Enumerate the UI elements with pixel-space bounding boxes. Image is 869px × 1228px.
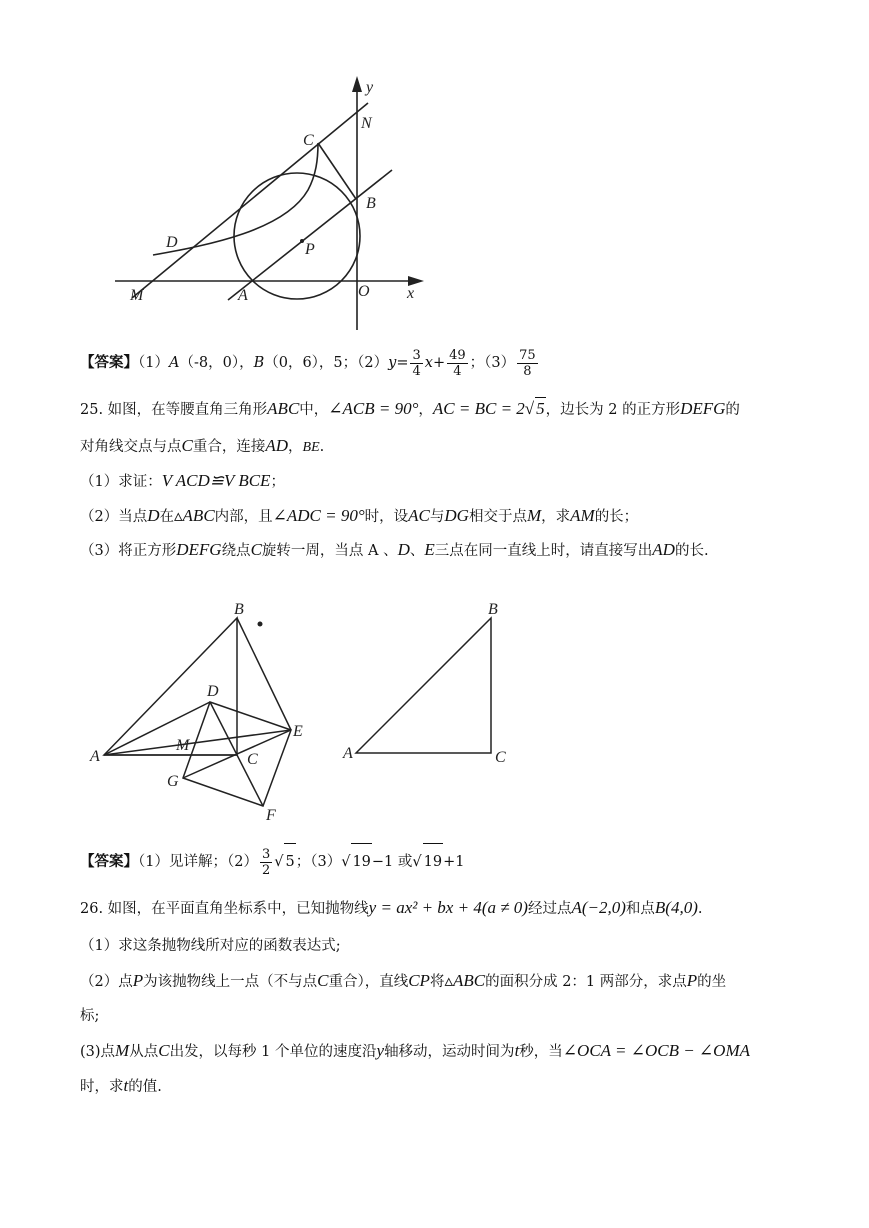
- q-math: AD: [265, 436, 289, 455]
- q-math: V ACD≌V BCE: [161, 471, 271, 490]
- q-math: P: [132, 971, 144, 990]
- answer-text: B: [253, 355, 265, 371]
- q-text: 对角线交点与点: [80, 439, 182, 455]
- q26-sub-1: [80, 935, 341, 957]
- frac-denominator: 4: [412, 363, 421, 379]
- fraction: [260, 847, 272, 878]
- q-math: B(4,0): [654, 898, 698, 917]
- q-math: C: [317, 971, 329, 990]
- q-math: DEFG: [176, 540, 222, 559]
- frac-numerator: 3: [261, 846, 271, 862]
- label-c: C: [247, 751, 258, 768]
- q-text: ，: [418, 402, 433, 418]
- label-g: G: [167, 773, 179, 790]
- label-e: E: [293, 723, 303, 740]
- label-n: N: [361, 115, 372, 132]
- q-text: 的坐: [697, 974, 727, 990]
- q-text: 相交于点: [468, 509, 527, 525]
- q-math: ABC: [267, 399, 300, 418]
- q-math: 5: [536, 399, 545, 418]
- q-text: 的值.: [128, 1079, 162, 1095]
- sqrt-value: 19: [351, 843, 371, 880]
- q-text: 将: [429, 974, 445, 990]
- q-text: ，: [288, 439, 303, 455]
- q-math: A(−2,0): [571, 898, 626, 917]
- label-b: B: [366, 195, 376, 212]
- q-math: DEFG: [680, 399, 726, 418]
- label-p: P: [305, 241, 315, 258]
- fraction: [447, 348, 468, 379]
- frac-denominator: 2: [261, 862, 271, 878]
- q-math: ▵ABC: [174, 506, 215, 525]
- q-text: ，求: [541, 509, 571, 525]
- fraction: [410, 348, 422, 379]
- parabola-arc: [153, 143, 318, 255]
- q25-line-1: 25. 如图，在等腰直角三角形ABC中，∠ACB = 90°，AC = BC = 2√ 5，边长为 2 的正方形DEFG的: [80, 399, 740, 418]
- figure-coordinate-circle: [0, 0, 869, 340]
- q-math: P: [686, 971, 698, 990]
- q-text: 的长.: [674, 543, 709, 559]
- q-text: （1）求这条抛物线所对应的函数表达式;: [80, 938, 341, 954]
- frac-numerator: 49: [449, 347, 466, 363]
- q-text: 时，设: [364, 509, 409, 525]
- q-math: C: [158, 1041, 170, 1060]
- frac-denominator: 4: [453, 363, 462, 379]
- answer-text: （1）: [138, 355, 169, 371]
- q-text: 绕点: [221, 543, 251, 559]
- q-math: C: [250, 540, 262, 559]
- segment-be: [237, 618, 291, 730]
- label-m: M: [130, 287, 144, 304]
- q-text: 重合，连接: [192, 439, 266, 455]
- q-text: 旋转一周，当点 A 、: [261, 543, 398, 559]
- q-math: ∠ACB = 90°: [328, 399, 419, 418]
- q-math: AC = BC = 2: [432, 399, 525, 418]
- label-o: O: [358, 283, 370, 300]
- q-text: (3)点: [80, 1044, 116, 1060]
- label-b2: B: [488, 601, 498, 618]
- answer-text: ；（3）: [469, 355, 516, 371]
- q-text: 标;: [80, 1008, 100, 1024]
- q-text: 与: [429, 509, 445, 525]
- q-text: 、: [409, 543, 425, 559]
- q26-sub-3-cont: [80, 1075, 162, 1098]
- q-text: 轴移动，运动时间为: [384, 1044, 515, 1060]
- q-text: 为该抛物线上一点（不与点: [143, 974, 318, 990]
- q26-sub-2: [80, 970, 726, 993]
- q-text: 的面积分成 2：1 两部分，求点: [485, 974, 687, 990]
- answer-text: x+: [424, 355, 446, 371]
- q26-line-1: [80, 897, 703, 920]
- frac-numerator: 75: [519, 347, 536, 363]
- q-text: （2）点: [80, 974, 133, 990]
- label-y: y: [366, 79, 374, 96]
- q-math: BE: [302, 440, 320, 455]
- q-text: 秒，当: [519, 1044, 563, 1060]
- q-math: CP: [408, 971, 430, 990]
- q25-line-2: [80, 435, 324, 459]
- triangle-abc-blank: [356, 618, 491, 753]
- sqrt-value: 19: [423, 843, 443, 880]
- q25-sub-2: [80, 505, 638, 528]
- q-text: 和点: [625, 901, 655, 917]
- answer-text: （0，6），5；（2）: [264, 355, 389, 371]
- answer-2: 【答案】（1）见详解；（2） $\frac{3}{2}$ √ 5；（3）√ 19−1 或√ 19+1: [80, 843, 464, 880]
- q-text: 25. 如图，在等腰直角三角形: [80, 402, 268, 418]
- q-math: DG: [444, 506, 469, 525]
- q-text: 在: [159, 509, 175, 525]
- label-d: D: [166, 234, 178, 251]
- q-text: （3）将正方形: [80, 543, 177, 559]
- answer-text: （1）见详解；（2）: [138, 854, 258, 870]
- label-f: F: [266, 807, 276, 824]
- q-math: t: [123, 1076, 129, 1095]
- q-math: E: [424, 540, 435, 559]
- label-c2: C: [495, 749, 506, 766]
- q-text: 经过点: [527, 901, 572, 917]
- q-math: y = ax² + bx + 4(a ≠ 0): [368, 898, 528, 917]
- q-text: 三点在同一直线上时，请直接写出: [434, 543, 653, 559]
- label-x: x: [407, 285, 415, 302]
- answer-text: y=: [388, 355, 409, 371]
- label-c: C: [303, 132, 314, 149]
- stray-dot: [258, 622, 263, 627]
- label-m: M: [176, 737, 190, 754]
- answer-1: [80, 345, 540, 381]
- q-text: .: [697, 901, 703, 917]
- q-text: ；: [270, 474, 285, 490]
- label-a2: A: [343, 745, 353, 762]
- q-math: ∠OCA = ∠OCB − ∠OMA: [562, 1041, 750, 1060]
- line-mn: [132, 103, 368, 298]
- q-math: M: [115, 1041, 130, 1060]
- q-text: 的: [725, 402, 740, 418]
- frac-numerator: 3: [412, 347, 421, 363]
- label-a: A: [90, 748, 100, 765]
- figure-triangle-square: [0, 590, 869, 830]
- answer-tag: 【答案】: [80, 354, 138, 371]
- q-math: D: [147, 506, 160, 525]
- segment-cb: [318, 143, 356, 199]
- q-math: y: [376, 1041, 385, 1060]
- q-math: D: [397, 540, 410, 559]
- q25-sub-3: [80, 539, 709, 562]
- q-math: AM: [570, 506, 595, 525]
- q-text: 26. 如图，在平面直角坐标系中，已知抛物线: [80, 901, 369, 917]
- q-math: t: [514, 1041, 520, 1060]
- label-a: A: [238, 287, 248, 304]
- q-math: AD: [652, 540, 675, 559]
- q-text: ，边长为 2 的正方形: [545, 402, 681, 418]
- q-math: C: [181, 436, 193, 455]
- q-math: AC: [408, 506, 430, 525]
- q26-sub-3: [80, 1040, 750, 1063]
- answer-text: +1: [443, 854, 465, 870]
- q-text: （2）当点: [80, 509, 148, 525]
- q-text: 内部，且: [214, 509, 273, 525]
- point-p: [300, 239, 304, 243]
- answer-tag: 【答案】: [80, 853, 138, 870]
- q-text: 的长；: [594, 509, 639, 525]
- q-text: 出发，以每秒 1 个单位的速度沿: [169, 1044, 377, 1060]
- answer-text: ；（3）: [295, 854, 342, 870]
- q-text: 重合），直线: [328, 974, 409, 990]
- q-text: 时，求: [80, 1079, 124, 1095]
- fraction: [517, 348, 538, 379]
- frac-denominator: 8: [523, 363, 532, 379]
- q-text: 从点: [129, 1044, 159, 1060]
- answer-text: −1 或: [371, 854, 413, 870]
- q25-sub-1: [80, 470, 285, 493]
- q-math: ▵ABC: [444, 971, 486, 990]
- answer-text: （-8，0），: [179, 355, 254, 371]
- q-math: M: [526, 506, 542, 525]
- q-text: .: [319, 439, 325, 455]
- q-math: ∠ADC = 90°: [272, 506, 365, 525]
- y-axis-arrow: [352, 76, 362, 92]
- label-d: D: [207, 683, 219, 700]
- label-b: B: [234, 601, 244, 618]
- q26-sub-2-cont: [80, 1005, 99, 1027]
- q-text: （1）求证：: [80, 474, 162, 490]
- sqrt-value: 5: [284, 843, 295, 880]
- q-text: 中，: [299, 402, 329, 418]
- answer-text: A: [168, 355, 180, 371]
